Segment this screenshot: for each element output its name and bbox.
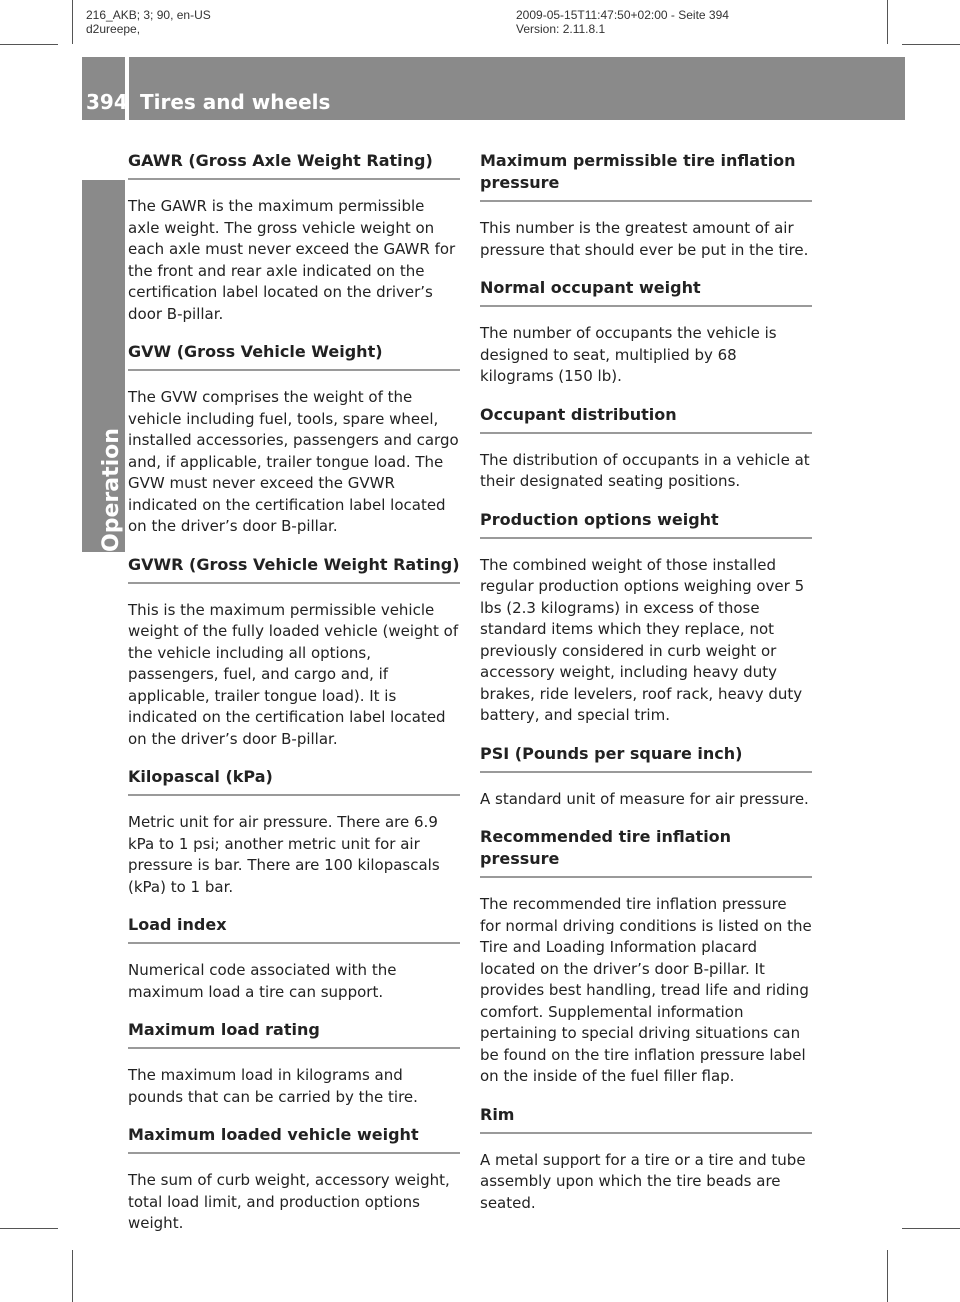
glossary-entry	[480, 277, 812, 388]
term-definition: This number is the greatest amount of air pressure that should ever be put in the tire.	[480, 219, 809, 259]
glossary-entry	[480, 826, 812, 1088]
term-definition: The GVW comprises the weight of the vehicle including fuel, tools, spare wheel, installed accessories, passengers and cargo and, if applicable, trailer tongue load. The GVW must never exceed the GVWR indicated on the certification label located on the driver’s door B-pillar.	[128, 388, 459, 535]
term-heading: Recommended tire inflation pressure	[480, 826, 812, 878]
term-definition: The GAWR is the maximum permissible axle weight. The gross vehicle weight on each axle must never exceed the GAWR for the front and rear axle indicated on the certification label located on the driver’s door B-pillar.	[128, 197, 456, 323]
glossary-entry	[480, 404, 812, 493]
term-heading: GVWR (Gross Vehicle Weight Rating)	[128, 554, 460, 584]
side-tab-label-wrapper	[82, 180, 125, 552]
term-heading: Load index	[128, 914, 460, 944]
term-definition: A metal support for a tire or a tire and tube assembly upon which the tire beads are seated.	[480, 1150, 806, 1212]
print-meta-left	[86, 8, 211, 36]
term-heading: GAWR (Gross Axle Weight Rating)	[128, 150, 460, 180]
term-heading: Kilopascal (kPa)	[128, 766, 460, 796]
meta-right-line1: 2009-05-15T11:47:50+02:00 - Seite 394	[516, 8, 729, 22]
crop-mark-top-left-horizontal	[0, 44, 58, 45]
term-heading: Normal occupant weight	[480, 277, 812, 307]
term-definition: The number of occupants the vehicle is designed to seat, multiplied by 68 kilograms (150 lb).	[480, 324, 777, 385]
glossary-entry	[128, 766, 460, 898]
crop-mark-bottom-right-vertical	[887, 1250, 888, 1302]
glossary-entry	[128, 1124, 460, 1235]
term-definition: A standard unit of measure for air pressure.	[480, 789, 809, 808]
crop-mark-top-left-vertical	[72, 0, 73, 44]
term-definition: Metric unit for air pressure. There are 6.9 kPa to 1 psi; another metric unit for air pressure is bar. There are 100 kilopascals (kPa) to 1 bar.	[128, 813, 440, 896]
term-heading: PSI (Pounds per square inch)	[480, 743, 812, 773]
term-heading: Maximum loaded vehicle weight	[128, 1124, 460, 1154]
crop-mark-bottom-left-vertical	[72, 1250, 73, 1302]
term-heading: Maximum load rating	[128, 1019, 460, 1049]
glossary-entry	[480, 150, 812, 261]
term-definition: Numerical code associated with the maximum load a tire can support.	[128, 961, 397, 1001]
meta-left-line2: d2ureepe,	[86, 22, 141, 36]
crop-mark-bottom-left-horizontal	[0, 1228, 58, 1229]
glossary-entry	[128, 1019, 460, 1108]
glossary-entry	[480, 1104, 812, 1215]
term-heading: GVW (Gross Vehicle Weight)	[128, 341, 460, 371]
term-heading: Maximum permissible tire inflation pressure	[480, 150, 812, 202]
term-heading: Rim	[480, 1104, 812, 1134]
term-definition: The maximum load in kilograms and pounds that can be carried by the tire.	[128, 1066, 418, 1106]
crop-mark-bottom-right-horizontal	[902, 1228, 960, 1229]
side-tab-label: Operation	[99, 428, 124, 552]
glossary-entry	[128, 914, 460, 1003]
glossary-entry	[480, 509, 812, 727]
term-definition: The sum of curb weight, accessory weight, total load limit, and production options weight.	[128, 1171, 450, 1232]
glossary-entry	[128, 341, 460, 538]
glossary-entry	[128, 150, 460, 325]
term-heading: Production options weight	[480, 509, 812, 539]
crop-mark-top-right-horizontal	[902, 44, 960, 45]
meta-right-line2: Version: 2.11.8.1	[516, 22, 606, 36]
term-definition: The distribution of occupants in a vehicle at their designated seating positions.	[480, 450, 810, 490]
term-definition: The combined weight of those installed regular production options weighing over 5 lbs (2.3 kilograms) in excess of those standard items which they replace, not previously considered in curb weight or accessory weight, including heavy duty brakes, ride levelers, roof rack, heavy duty battery, and special trim.	[480, 555, 805, 724]
print-meta-right	[516, 8, 729, 36]
glossary-entry	[480, 743, 812, 811]
right-column	[480, 150, 812, 1230]
term-definition: The recommended tire inflation pressure for normal driving conditions is listed on the Tire and Loading Information placard located on the driver’s door B-pillar. It provides best handling, tread life and riding comfort. Supplemental information pertaining to special driving situations can be found on the tire inflation pressure label on the inside of the fuel filler flap.	[480, 895, 812, 1085]
term-definition: This is the maximum permissible vehicle weight of the fully loaded vehicle (weight of the vehicle including all options, passengers, fuel, and cargo and, if applicable, trailer tongue load). It is indicated on the certification label located on the driver’s door B-pillar.	[128, 600, 459, 748]
left-column	[128, 150, 460, 1251]
crop-mark-top-right-vertical	[887, 0, 888, 44]
term-heading: Occupant distribution	[480, 404, 812, 434]
glossary-entry	[128, 554, 460, 751]
meta-left-line1: 216_AKB; 3; 90, en-US	[86, 8, 211, 22]
page-title: Tires and wheels	[140, 90, 331, 114]
page-number: 394	[86, 90, 128, 114]
